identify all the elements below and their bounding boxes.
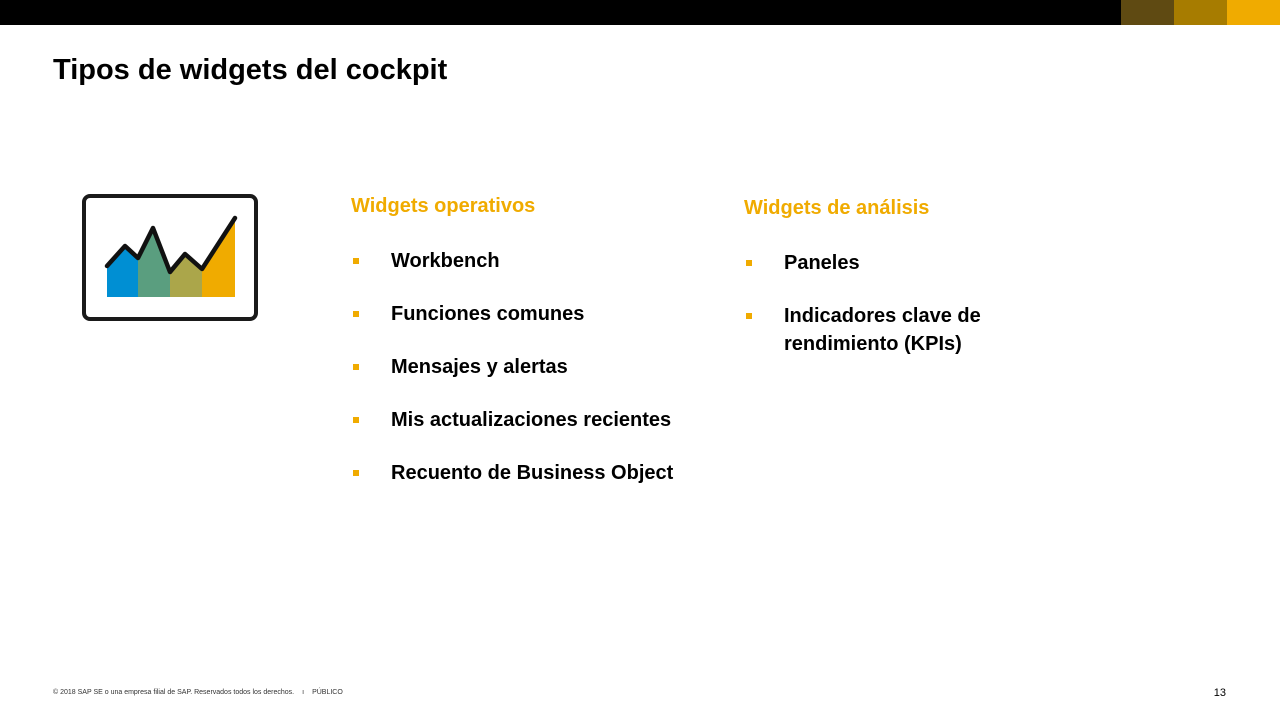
bullet-icon (746, 260, 752, 266)
list-item (744, 302, 1074, 358)
column-analysis (744, 195, 1074, 383)
list-item (351, 247, 681, 275)
bullet-icon (353, 470, 359, 476)
list-item-label: Workbench (391, 250, 500, 272)
brand-swatch-light (1227, 0, 1280, 25)
bullet-icon (353, 417, 359, 423)
footer (53, 689, 343, 696)
bullet-list (744, 249, 1074, 358)
list-item (744, 249, 1074, 277)
bullet-icon (353, 258, 359, 264)
list-item-label: Funciones comunes (391, 303, 585, 325)
list-item-label: Mensajes y alertas (391, 356, 568, 378)
list-item-label: Indicadores clave de rendimiento (KPIs) (784, 305, 981, 355)
column-heading: Widgets de análisis (744, 197, 930, 219)
bullet-icon (746, 313, 752, 319)
copyright-text: © 2018 SAP SE o una empresa filial de SAP. Reservados todos los derechos. (53, 689, 295, 696)
classification-label: PÚBLICO (312, 689, 343, 696)
column-operational (351, 193, 681, 512)
list-item (351, 300, 681, 328)
list-item (351, 406, 681, 434)
brand-swatch-mid (1174, 0, 1227, 25)
brand-swatch-dark (1121, 0, 1174, 25)
top-brand-bar (0, 0, 1280, 25)
column-heading: Widgets operativos (351, 195, 536, 217)
icon-area-olive (170, 254, 202, 297)
list-item (351, 353, 681, 381)
bullet-icon (353, 311, 359, 317)
area-chart-icon (80, 192, 260, 324)
list-item-label: Recuento de Business Object (391, 462, 674, 484)
bullet-list (351, 247, 681, 487)
slide-title: Tipos de widgets del cockpit (53, 54, 448, 86)
bullet-icon (353, 364, 359, 370)
list-item (351, 459, 681, 487)
footer-separator: ı (302, 689, 305, 696)
list-item-label: Mis actualizaciones recientes (391, 409, 672, 431)
list-item-label: Paneles (784, 252, 860, 274)
page-number: 13 (1213, 687, 1226, 699)
